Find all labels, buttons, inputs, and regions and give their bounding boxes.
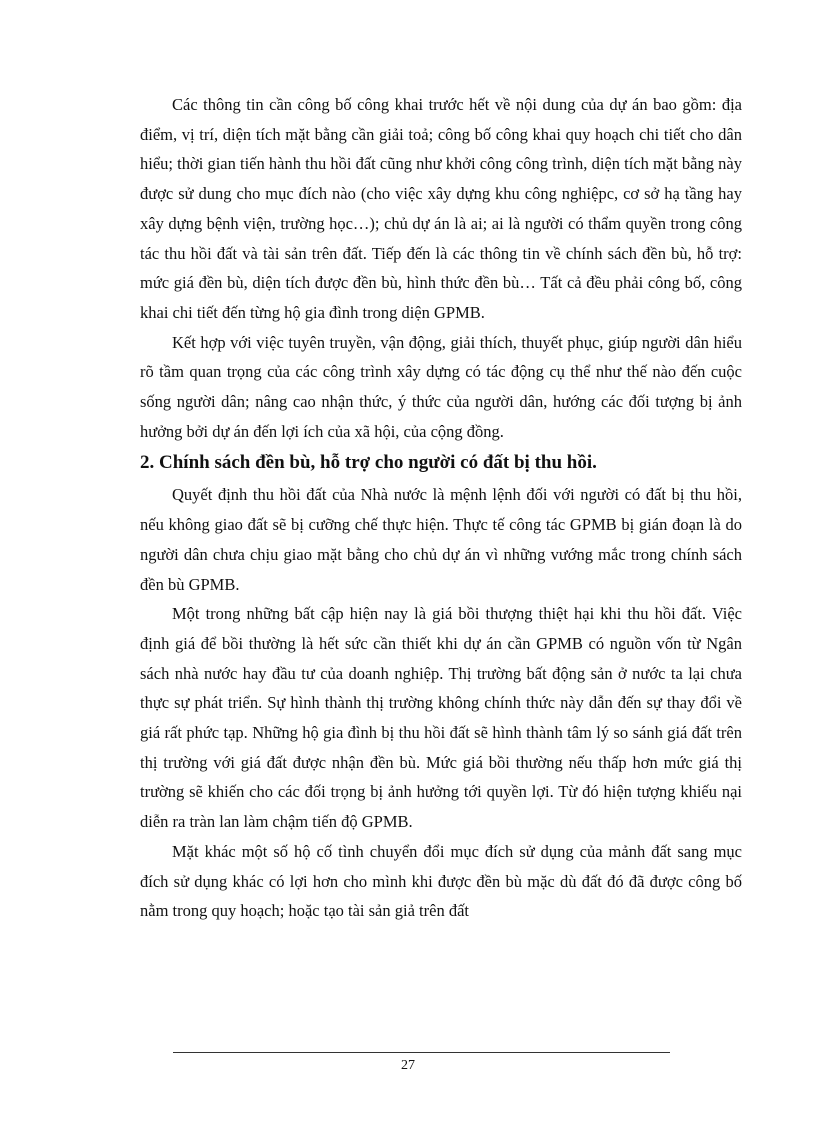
page-number: 27 [401,1058,415,1073]
paragraph-propaganda: Kết hợp với việc tuyên truyền, vận động, giải thích, thuyết phục, giúp người dân hiểu rõ tầm quan trọng của các công trình xây dựng có tác động cụ thể như thế nào đến cuộc sống người dân; nâng cao nhận thức, ý thức của người dân, hướng các đối tượng bị ảnh hưởng bởi dự án đến lợi ích của xã hội, của cộng đồng. [140,332,742,441]
footer-divider [173,1052,670,1053]
paragraph-public-disclosure: Các thông tin cần công bố công khai trước hết về nội dung của dự án bao gồm: địa điểm, vị trí, diện tích mặt bằng cần giải toả; công bố công khai quy hoạch chi tiết cho dân hiểu; thời gian tiến hành thu hồi đất cũng như khởi công công trình, diện tích mặt bằng này được sử dung cho mục đích nào (cho việc xây dựng khu công nghiệpc, cơ sở hạ tầng hay xây dựng bệnh viện, trường học…); chủ dự án là ai; ai là người có thẩm quyền trong công tác thu hồi đất và tài sản trên đất. Tiếp đến là các thông tin về chính sách đền bù, hỗ trợ: mức giá đền bù, diện tích được đền bù, hình thức đền bù… Tất cả đều phải công bố, công khai chi tiết đến từng hộ gia đình trong diện GPMB. [140,95,742,322]
paragraph-land-recovery-decision: Quyết định thu hồi đất của Nhà nước là mệnh lệnh đối với người có đất bị thu hồi, nếu không giao đất sẽ bị cưỡng chế thực hiện. Thực tế công tác GPMB bị gián đoạn là do người dân chưa chịu giao mặt bằng cho chủ dự án vì những vướng mắc trong chính sách đền bù GPMB. [140,485,742,594]
paragraph-land-use-conversion: Mặt khác một số hộ cố tình chuyển đổi mục đích sử dụng của mảnh đất sang mục đích sử dụng khác có lợi hơn cho mình khi được đền bù mặc dù đất đó đã được công bố nằm trong quy hoạch; hoặc tạo tài sản giả trên đất [140,841,742,921]
section-heading: 2. Chính sách đền bù, hỗ trợ cho người có đất bị thu hồi. [140,452,597,474]
paragraph-compensation-price: Một trong những bất cập hiện nay là giá bồi thượng thiệt hại khi thu hồi đất. Việc định giá để bồi thường là hết sức cần thiết khi dự án cần GPMB có nguồn vốn từ Ngân sách nhà nước hay đầu tư của doanh nghiệp. Thị trường bất động sản ở nước ta lại chưa thực sự phát triển. Sự hình thành thị trường không chính thức này dẫn đến sự thay đổi về giá rất phức tạp. Những hộ gia đình bị thu hồi đất sẽ hình thành tâm lý so sánh giá đất trên thị trường với giá đất được nhận đền bù. Mức giá bồi thường nếu thấp hơn mức giá thị trường sẽ khiến cho các đối trọng bị ảnh hưởng tới quyền lợi. Từ đó hiện tượng khiếu nại diễn ra tràn lan làm chậm tiến độ GPMB. [140,604,742,832]
page-body [140,90,742,926]
